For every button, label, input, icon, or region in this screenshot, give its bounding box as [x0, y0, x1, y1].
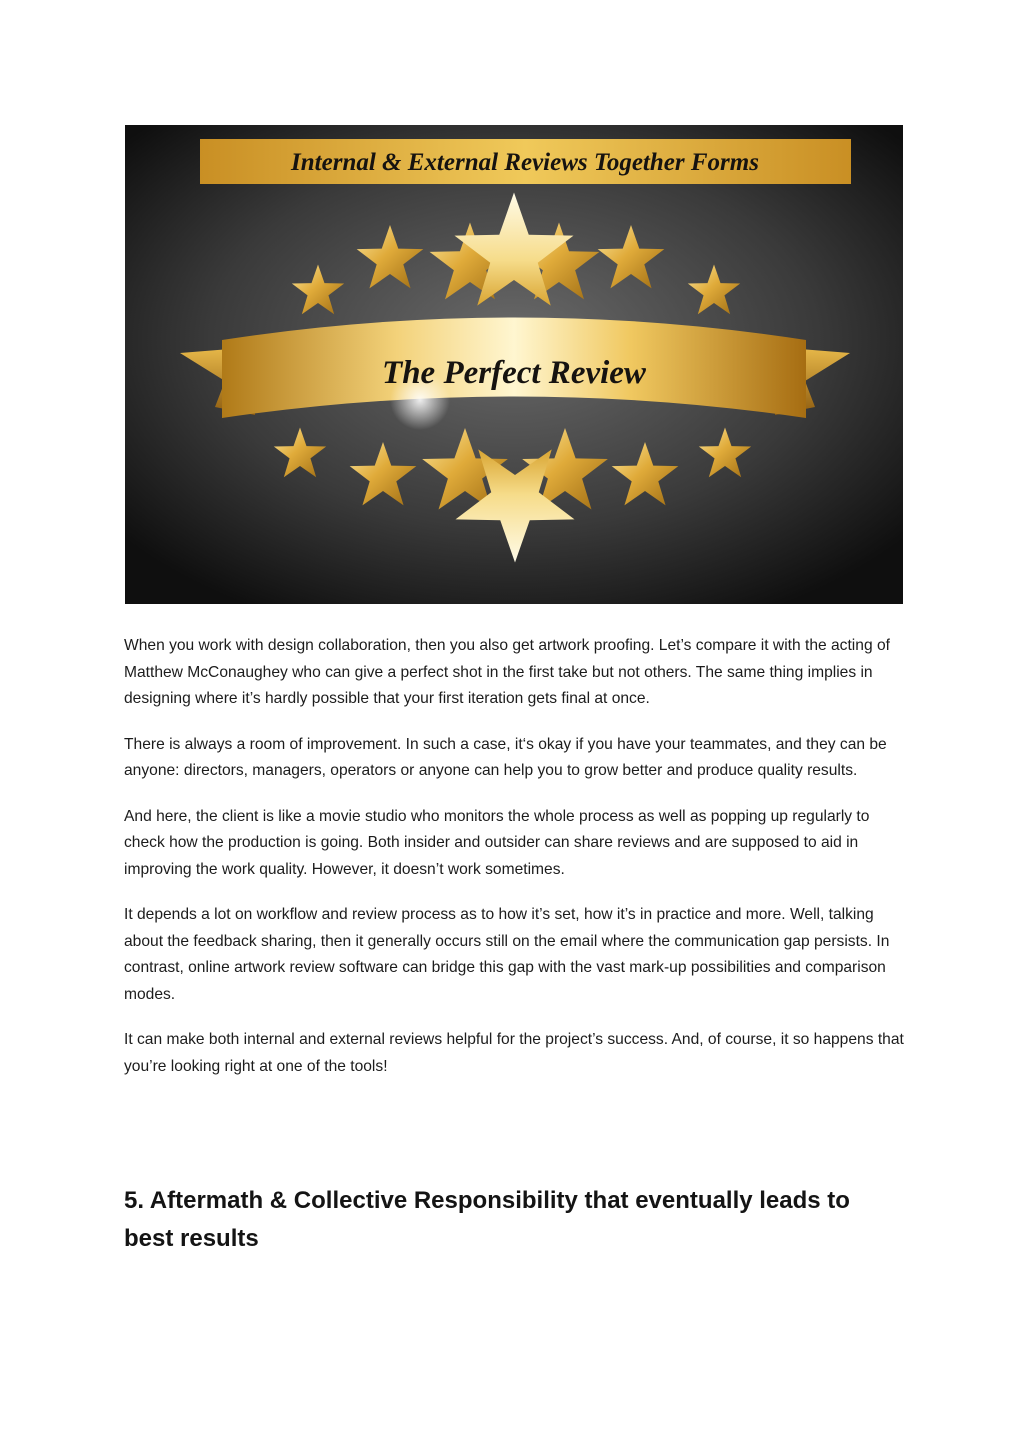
paragraph: And here, the client is like a movie studio who monitors the whole process as well as popping up regularly to check how the production is going. Both insider and outsider can share reviews and are supposed to aid in improving the work quality. However, it doesn’t work sometimes. [124, 807, 870, 878]
paragraph: When you work with design collaboration, then you also get artwork proofing. Let’s compare it with the acting of Matthew McConaughey who can give a perfect shot in the first take but not others. The same thing implies in designing where it’s hardly possible that your first iteration gets final at once. [124, 637, 890, 707]
ribbon-text: The Perfect Review [382, 355, 646, 391]
hero-image [125, 125, 903, 604]
article-body [124, 633, 904, 1099]
paragraph: It depends a lot on workflow and review process as to how it’s set, how it’s in practice and more. Well, talking about the feedback sharing, then it generally occurs still on the email where the communication gap persists. In contrast, online artwork review software can bridge this gap with the vast mark-up possibilities and comparison modes. [124, 906, 890, 1003]
perfect-review-illustration [125, 125, 903, 604]
section-heading: 5. Aftermath & Collective Responsibility that eventually leads to best results [124, 1187, 850, 1252]
paragraph: It can make both internal and external reviews helpful for the project’s success. And, of course, it so happens that you’re looking right at one of the tools! [124, 1031, 904, 1075]
paragraph: There is always a room of improvement. In such a case, it‘s okay if you have your teammates, and they can be anyone: directors, managers, operators or anyone can help you to grow better and produce quality results. [124, 735, 887, 779]
top-banner-text: Internal & External Reviews Together Forms [291, 149, 759, 176]
